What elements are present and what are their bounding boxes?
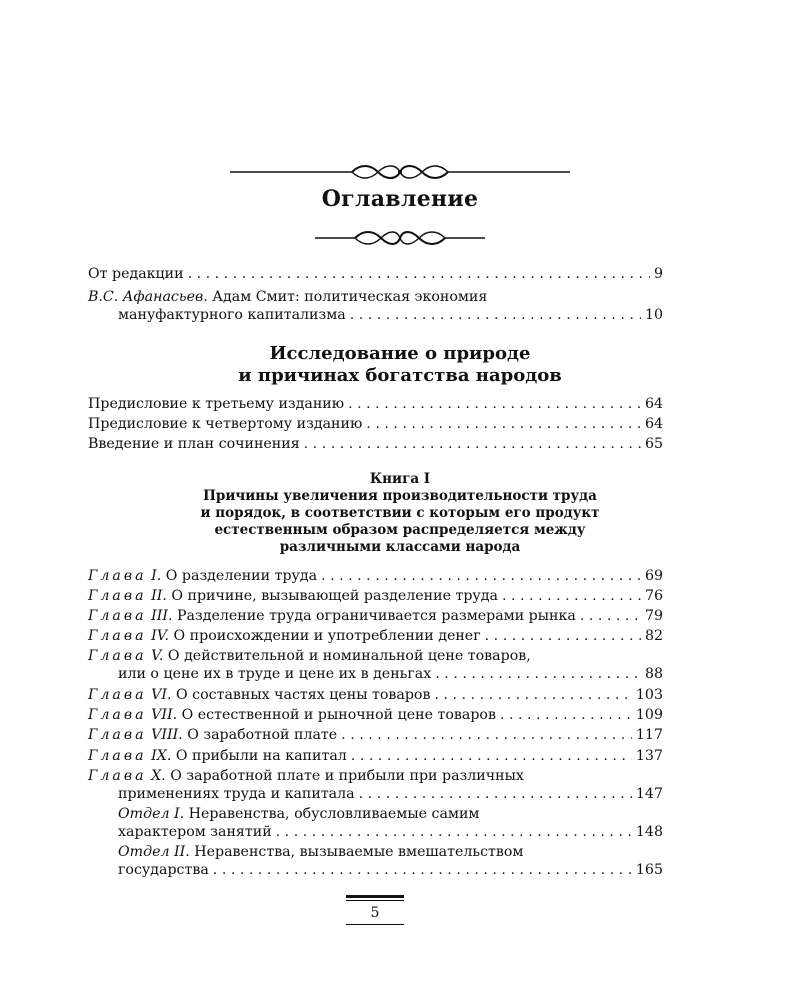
entry-title-cont: мануфактурного капитализма [118,307,346,323]
dot-leader [434,686,631,704]
dot-leader [213,861,632,879]
entry-title: О причине, вызывающей разделение труда [171,588,498,604]
dot-leader [350,306,641,324]
chapter-number: VIII. [151,727,183,743]
entry-page: 9 [653,266,663,282]
chapter-word: Глава [88,727,147,743]
entry-page: 88 [644,666,663,682]
entry-page: 76 [644,588,663,604]
toc-entry-section-1[interactable] [88,805,663,841]
entry-page: 117 [635,727,663,743]
toc-entry-chapter-5[interactable] [88,647,663,683]
entry-title-cont: или о цене их в труде и цене их в деньгах [118,666,432,682]
entry-title: О действительной и номинальной цене товаров, [167,648,531,664]
toc-entry-chapter-1[interactable] [88,567,663,585]
chapter-number: V. [151,648,164,664]
entry-title: Предисловие к третьему изданию [88,396,345,412]
chapter-word: Глава [88,628,147,644]
footer-rule [346,895,404,898]
entry-title: О заработной плате [187,727,338,743]
entry-title: О прибыли на капитал [175,748,347,764]
toc-entry-preface-4[interactable] [88,415,663,433]
toc-entry-chapter-2[interactable] [88,587,663,605]
chapter-word: Глава [88,568,147,584]
entry-title: Предисловие к четвертому изданию [88,416,363,432]
toc-entry-preface-3[interactable] [88,395,663,413]
entry-title: Введение и план сочинения [88,436,300,452]
chapter-word: Глава [88,608,147,624]
chapter-word: Глава [88,748,147,764]
entry-page: 64 [644,396,663,412]
toc-entry-chapter-3[interactable] [88,607,663,625]
entry-page: 65 [644,436,663,452]
book-label: Книга I [369,471,431,487]
toc-entry-section-2[interactable] [88,843,663,879]
entry-title: О заработной плате и прибыли при различных [170,768,524,784]
toc-entry-chapter-9[interactable] [88,747,663,765]
entry-title: О составных частях цены товаров [176,687,431,703]
book-subtitle-line: Причины увеличения производительности труда [203,488,597,504]
book-subtitle-line: естественным образом распределяется между [214,522,586,538]
entry-page: 165 [635,862,663,878]
entry-title-cont: государства [118,862,209,878]
entry-title: Адам Смит: политическая экономия [212,289,488,305]
dot-leader [502,587,641,605]
entry-title-cont: применениях труда и капитала [118,786,355,802]
toc-entry-chapter-7[interactable] [88,706,663,724]
page-title: Оглавление [321,186,479,212]
dot-leader [304,435,641,453]
toc-entry-chapter-10[interactable] [88,767,663,803]
dot-leader [188,265,650,283]
chapter-number: III. [151,608,173,624]
entry-title: Разделение труда ограничивается размерами рынка [176,608,576,624]
section-label: Отдел II. [118,844,190,860]
chapter-number: II. [151,588,167,604]
toc-entry-chapter-8[interactable] [88,726,663,744]
entry-title: Неравенства, обусловливаемые самим [188,806,480,822]
dot-leader [485,627,641,645]
dot-leader [321,567,641,585]
entry-page: 109 [635,707,663,723]
dot-leader [276,823,632,841]
entry-title: О происхождении и употреблении денег [173,628,481,644]
work-title-line1: Исследование о природе [269,343,531,364]
footer-rule [346,924,404,925]
chapter-number: X. [151,768,166,784]
toc-entry-afanasiev[interactable] [88,288,663,324]
entry-page: 148 [635,824,663,840]
chapter-word: Глава [88,707,147,723]
book-subtitle-line: различными классами народа [279,539,521,555]
entry-page: 137 [635,748,663,764]
toc-entry-introduction[interactable] [88,435,663,453]
chapter-number: VI. [151,687,172,703]
chapter-number: VII. [151,707,178,723]
entry-page: 69 [644,568,663,584]
dot-leader [435,665,641,683]
entry-page: 79 [644,608,663,624]
dot-leader [580,607,641,625]
chapter-number: I. [151,568,162,584]
entry-page: 103 [635,687,663,703]
entry-title-cont: характером занятий [118,824,272,840]
book-subtitle-line: и порядок, в соответствии с которым его продукт [200,505,600,521]
work-title-line2: и причинах богатства народов [238,365,562,386]
toc-entry-editorial[interactable] [88,265,663,283]
toc-entry-chapter-4[interactable] [88,627,663,645]
entry-author: В.С. Афанасьев. [88,289,208,305]
bottom-ornament [0,228,800,248]
top-ornament [0,160,800,184]
chapter-number: IX. [151,748,172,764]
entry-page: 147 [635,786,663,802]
footer-rule [346,900,404,901]
dot-leader [366,415,641,433]
dot-leader [359,785,632,803]
chapter-word: Глава [88,768,147,784]
entry-page: 64 [644,416,663,432]
work-title [0,343,800,387]
dot-leader [351,747,632,765]
dot-leader [348,395,641,413]
dot-leader [341,726,632,744]
chapter-number: IV. [151,628,170,644]
page-footer [346,895,404,925]
entry-page: 82 [644,628,663,644]
entry-title: От редакции [88,266,184,282]
book-heading [0,471,800,556]
page-number: 5 [370,905,380,921]
dot-leader [500,706,632,724]
toc-entry-chapter-6[interactable] [88,686,663,704]
chapter-word: Глава [88,588,147,604]
entry-title: О разделении труда [165,568,318,584]
chapter-word: Глава [88,648,147,664]
section-label: Отдел I. [118,806,185,822]
entry-title: Неравенства, вызываемые вмешательством [194,844,524,860]
entry-page: 10 [644,307,663,323]
chapter-word: Глава [88,687,147,703]
entry-title: О естественной и рыночной цене товаров [181,707,496,723]
